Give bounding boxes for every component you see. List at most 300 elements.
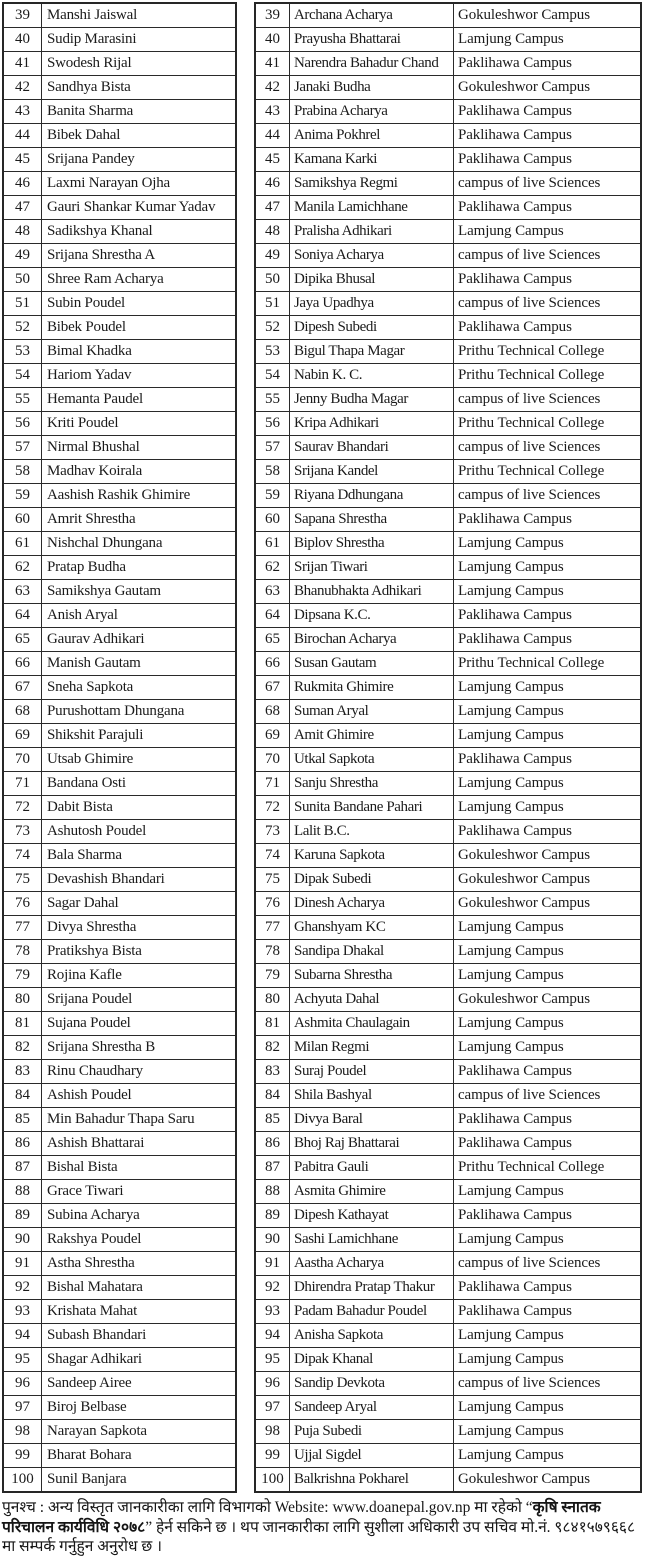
row-number: 77: [255, 916, 290, 940]
campus-name: Prithu Technical College: [454, 364, 642, 388]
row-number: 54: [255, 364, 290, 388]
table-row: [255, 532, 641, 556]
table-row: [3, 388, 236, 412]
student-name: Gaurav Adhikari: [42, 628, 237, 652]
table-row: [3, 556, 236, 580]
table-row: [255, 100, 641, 124]
student-name: Asmita Ghimire: [290, 1180, 454, 1204]
row-number: 85: [3, 1108, 42, 1132]
row-number: 68: [3, 700, 42, 724]
row-number: 41: [255, 52, 290, 76]
student-name: Suman Aryal: [290, 700, 454, 724]
student-name: Susan Gautam: [290, 652, 454, 676]
table-row: [3, 1396, 236, 1420]
footer-text-bold: कृषि स्नातक परिचालन कार्यविधि २०७८: [2, 1499, 601, 1536]
campus-name: Lamjung Campus: [454, 1444, 642, 1468]
campus-name: campus of live Sciences: [454, 1084, 642, 1108]
table-row: [255, 292, 641, 316]
table-row: [3, 412, 236, 436]
student-name: Rojina Kafle: [42, 964, 237, 988]
row-number: 68: [255, 700, 290, 724]
student-name: Bhoj Raj Bhattarai: [290, 1132, 454, 1156]
campus-name: Prithu Technical College: [454, 412, 642, 436]
row-number: 40: [255, 28, 290, 52]
row-number: 83: [255, 1060, 290, 1084]
student-name: Soniya Acharya: [290, 244, 454, 268]
campus-name: Paklihawa Campus: [454, 1060, 642, 1084]
row-number: 84: [3, 1084, 42, 1108]
table-row: [255, 76, 641, 100]
table-row: [255, 316, 641, 340]
student-name: Ujjal Sigdel: [290, 1444, 454, 1468]
campus-name: Paklihawa Campus: [454, 508, 642, 532]
student-name: Ashutosh Poudel: [42, 820, 237, 844]
row-number: 98: [3, 1420, 42, 1444]
student-name: Achyuta Dahal: [290, 988, 454, 1012]
row-number: 80: [255, 988, 290, 1012]
table-row: [255, 796, 641, 820]
row-number: 74: [3, 844, 42, 868]
table-row: [255, 628, 641, 652]
student-name: Rukmita Ghimire: [290, 676, 454, 700]
table-row: [255, 508, 641, 532]
campus-name: Gokuleshwor Campus: [454, 3, 642, 28]
campus-name: campus of live Sciences: [454, 436, 642, 460]
row-number: 49: [3, 244, 42, 268]
table-row: [3, 148, 236, 172]
row-number: 88: [3, 1180, 42, 1204]
row-number: 59: [3, 484, 42, 508]
row-number: 66: [3, 652, 42, 676]
student-name: Ashish Poudel: [42, 1084, 237, 1108]
left-student-table: [2, 2, 237, 1493]
student-name: Divya Baral: [290, 1108, 454, 1132]
table-row: [3, 1132, 236, 1156]
row-number: 53: [255, 340, 290, 364]
student-name: Sandeep Airee: [42, 1372, 237, 1396]
table-row: [3, 364, 236, 388]
table-row: [3, 124, 236, 148]
campus-name: Prithu Technical College: [454, 460, 642, 484]
campus-name: Lamjung Campus: [454, 1180, 642, 1204]
campus-name: Lamjung Campus: [454, 1036, 642, 1060]
table-row: [255, 28, 641, 52]
student-name: Manshi Jaiswal: [42, 3, 237, 28]
student-name: Prayusha Bhattarai: [290, 28, 454, 52]
row-number: 62: [3, 556, 42, 580]
table-row: [3, 1204, 236, 1228]
row-number: 79: [255, 964, 290, 988]
row-number: 89: [255, 1204, 290, 1228]
row-number: 67: [3, 676, 42, 700]
table-row: [3, 52, 236, 76]
row-number: 82: [255, 1036, 290, 1060]
student-name: Biroj Belbase: [42, 1396, 237, 1420]
table-row: [255, 1180, 641, 1204]
row-number: 58: [255, 460, 290, 484]
row-number: 45: [255, 148, 290, 172]
table-row: [255, 916, 641, 940]
row-number: 44: [255, 124, 290, 148]
row-number: 43: [255, 100, 290, 124]
row-number: 99: [255, 1444, 290, 1468]
student-name: Utkal Sapkota: [290, 748, 454, 772]
student-name: Sanju Shrestha: [290, 772, 454, 796]
student-name: Ashish Bhattarai: [42, 1132, 237, 1156]
campus-name: Lamjung Campus: [454, 1396, 642, 1420]
table-row: [3, 1252, 236, 1276]
campus-name: Paklihawa Campus: [454, 604, 642, 628]
student-name: Aastha Acharya: [290, 1252, 454, 1276]
campus-name: Paklihawa Campus: [454, 100, 642, 124]
campus-name: Gokuleshwor Campus: [454, 76, 642, 100]
row-number: 45: [3, 148, 42, 172]
student-name: Hemanta Paudel: [42, 388, 237, 412]
table-row: [255, 1132, 641, 1156]
student-name: Laxmi Narayan Ojha: [42, 172, 237, 196]
row-number: 87: [255, 1156, 290, 1180]
row-number: 97: [3, 1396, 42, 1420]
table-row: [3, 1012, 236, 1036]
table-row: [3, 988, 236, 1012]
table-row: [3, 172, 236, 196]
student-name: Birochan Acharya: [290, 628, 454, 652]
row-number: 86: [3, 1132, 42, 1156]
table-row: [3, 1324, 236, 1348]
table-row: [3, 220, 236, 244]
campus-name: Paklihawa Campus: [454, 1132, 642, 1156]
table-row: [3, 1060, 236, 1084]
campus-name: Lamjung Campus: [454, 1012, 642, 1036]
row-number: 82: [3, 1036, 42, 1060]
row-number: 80: [3, 988, 42, 1012]
row-number: 92: [3, 1276, 42, 1300]
table-row: [3, 508, 236, 532]
table-row: [3, 3, 236, 28]
table-row: [3, 844, 236, 868]
row-number: 92: [255, 1276, 290, 1300]
student-name: Dipak Subedi: [290, 868, 454, 892]
row-number: 51: [3, 292, 42, 316]
student-name: Subin Poudel: [42, 292, 237, 316]
student-name: Bhanubhakta Adhikari: [290, 580, 454, 604]
campus-name: Lamjung Campus: [454, 796, 642, 820]
table-row: [255, 844, 641, 868]
student-name: Devashish Bhandari: [42, 868, 237, 892]
student-name: Aashish Rashik Ghimire: [42, 484, 237, 508]
row-number: 41: [3, 52, 42, 76]
row-number: 52: [3, 316, 42, 340]
row-number: 40: [3, 28, 42, 52]
row-number: 61: [3, 532, 42, 556]
row-number: 56: [3, 412, 42, 436]
campus-name: Gokuleshwor Campus: [454, 988, 642, 1012]
table-row: [3, 796, 236, 820]
row-number: 43: [3, 100, 42, 124]
campus-name: Paklihawa Campus: [454, 316, 642, 340]
row-number: 73: [255, 820, 290, 844]
row-number: 96: [3, 1372, 42, 1396]
table-row: [255, 148, 641, 172]
table-row: [255, 364, 641, 388]
table-row: [255, 244, 641, 268]
table-row: [3, 604, 236, 628]
row-number: 78: [3, 940, 42, 964]
row-number: 83: [3, 1060, 42, 1084]
row-number: 73: [3, 820, 42, 844]
row-number: 98: [255, 1420, 290, 1444]
row-number: 81: [255, 1012, 290, 1036]
row-number: 60: [3, 508, 42, 532]
table-row: [255, 748, 641, 772]
table-row: [3, 340, 236, 364]
table-row: [255, 436, 641, 460]
table-row: [255, 652, 641, 676]
table-row: [255, 460, 641, 484]
student-name: Bharat Bohara: [42, 1444, 237, 1468]
campus-name: Lamjung Campus: [454, 700, 642, 724]
row-number: 76: [255, 892, 290, 916]
table-row: [255, 1084, 641, 1108]
student-name: Divya Shrestha: [42, 916, 237, 940]
row-number: 47: [255, 196, 290, 220]
row-number: 89: [3, 1204, 42, 1228]
row-number: 69: [255, 724, 290, 748]
student-name: Sandipa Dhakal: [290, 940, 454, 964]
student-name: Sashi Lamichhane: [290, 1228, 454, 1252]
campus-name: Lamjung Campus: [454, 724, 642, 748]
campus-name: Lamjung Campus: [454, 28, 642, 52]
row-number: 100: [255, 1468, 290, 1493]
student-name: Srijan Tiwari: [290, 556, 454, 580]
student-name: Bishal Bista: [42, 1156, 237, 1180]
table-row: [3, 484, 236, 508]
student-name: Sandhya Bista: [42, 76, 237, 100]
student-name: Dipak Khanal: [290, 1348, 454, 1372]
student-name: Ashmita Chaulagain: [290, 1012, 454, 1036]
table-row: [255, 412, 641, 436]
row-number: 50: [255, 268, 290, 292]
row-number: 100: [3, 1468, 42, 1493]
row-number: 81: [3, 1012, 42, 1036]
table-row: [3, 268, 236, 292]
table-row: [255, 1228, 641, 1252]
table-row: [255, 1252, 641, 1276]
student-name: Shagar Adhikari: [42, 1348, 237, 1372]
student-name: Sneha Sapkota: [42, 676, 237, 700]
student-name: Bigul Thapa Magar: [290, 340, 454, 364]
table-row: [3, 964, 236, 988]
table-row: [255, 1108, 641, 1132]
student-name: Purushottam Dhungana: [42, 700, 237, 724]
row-number: 47: [3, 196, 42, 220]
row-number: 46: [3, 172, 42, 196]
student-name: Kripa Adhikari: [290, 412, 454, 436]
row-number: 65: [3, 628, 42, 652]
row-number: 79: [3, 964, 42, 988]
campus-name: Paklihawa Campus: [454, 1204, 642, 1228]
row-number: 56: [255, 412, 290, 436]
student-name: Janaki Budha: [290, 76, 454, 100]
table-row: [3, 652, 236, 676]
table-row: [255, 172, 641, 196]
student-name: Banita Sharma: [42, 100, 237, 124]
student-name: Swodesh Rijal: [42, 52, 237, 76]
student-name: Sudip Marasini: [42, 28, 237, 52]
left-table-body: [3, 3, 236, 1492]
table-row: [3, 892, 236, 916]
row-number: 94: [3, 1324, 42, 1348]
campus-name: Lamjung Campus: [454, 772, 642, 796]
campus-name: Lamjung Campus: [454, 1324, 642, 1348]
student-name: Saurav Bhandari: [290, 436, 454, 460]
campus-name: Lamjung Campus: [454, 964, 642, 988]
student-name: Shikshit Parajuli: [42, 724, 237, 748]
right-student-table: [254, 2, 642, 1493]
table-row: [3, 1468, 236, 1493]
campus-name: Prithu Technical College: [454, 340, 642, 364]
row-number: 55: [255, 388, 290, 412]
table-row: [3, 1444, 236, 1468]
row-number: 53: [3, 340, 42, 364]
student-name: Pabitra Gauli: [290, 1156, 454, 1180]
table-row: [255, 484, 641, 508]
student-name: Shila Bashyal: [290, 1084, 454, 1108]
footer-text-part2: ” हेर्न सकिने छ । थप जानकारीका लागि सुशीला अधिकारी उप सचिव मो.नं. ९८४१५७९६६८ मा सम्पर्क गर्नुहुन अनुरोध छ ।: [2, 1518, 636, 1555]
student-name: Srijana Poudel: [42, 988, 237, 1012]
campus-name: campus of live Sciences: [454, 172, 642, 196]
table-row: [255, 556, 641, 580]
table-row: [255, 892, 641, 916]
table-row: [255, 1036, 641, 1060]
campus-name: Paklihawa Campus: [454, 628, 642, 652]
table-row: [3, 532, 236, 556]
row-number: 58: [3, 460, 42, 484]
table-row: [255, 868, 641, 892]
table-row: [255, 196, 641, 220]
student-name: Sunita Bandane Pahari: [290, 796, 454, 820]
student-name: Dipika Bhusal: [290, 268, 454, 292]
table-row: [255, 1396, 641, 1420]
row-number: 71: [255, 772, 290, 796]
student-name: Nirmal Bhushal: [42, 436, 237, 460]
table-row: [3, 748, 236, 772]
student-name: Samikshya Gautam: [42, 580, 237, 604]
student-name: Bandana Osti: [42, 772, 237, 796]
row-number: 61: [255, 532, 290, 556]
student-name: Dipesh Subedi: [290, 316, 454, 340]
campus-name: Gokuleshwor Campus: [454, 1468, 642, 1493]
campus-name: Paklihawa Campus: [454, 1276, 642, 1300]
row-number: 76: [3, 892, 42, 916]
table-row: [3, 1348, 236, 1372]
table-row: [3, 868, 236, 892]
campus-name: Paklihawa Campus: [454, 748, 642, 772]
table-row: [255, 700, 641, 724]
student-name: Manila Lamichhane: [290, 196, 454, 220]
student-name: Narayan Sapkota: [42, 1420, 237, 1444]
campus-name: campus of live Sciences: [454, 484, 642, 508]
row-number: 93: [255, 1300, 290, 1324]
campus-name: Lamjung Campus: [454, 1420, 642, 1444]
table-row: [255, 220, 641, 244]
row-number: 99: [3, 1444, 42, 1468]
table-row: [3, 628, 236, 652]
student-name: Subarna Shrestha: [290, 964, 454, 988]
student-name: Srijana Shrestha A: [42, 244, 237, 268]
student-name: Bibek Dahal: [42, 124, 237, 148]
table-row: [255, 1012, 641, 1036]
student-name: Puja Subedi: [290, 1420, 454, 1444]
table-row: [255, 1276, 641, 1300]
student-name: Sujana Poudel: [42, 1012, 237, 1036]
campus-name: campus of live Sciences: [454, 1372, 642, 1396]
row-number: 75: [255, 868, 290, 892]
student-name: Milan Regmi: [290, 1036, 454, 1060]
table-row: [255, 268, 641, 292]
student-name: Balkrishna Pokharel: [290, 1468, 454, 1493]
row-number: 85: [255, 1108, 290, 1132]
row-number: 63: [3, 580, 42, 604]
student-name: Prabina Acharya: [290, 100, 454, 124]
student-name: Padam Bahadur Poudel: [290, 1300, 454, 1324]
campus-name: Gokuleshwor Campus: [454, 868, 642, 892]
row-number: 88: [255, 1180, 290, 1204]
student-name: Subina Acharya: [42, 1204, 237, 1228]
table-row: [3, 820, 236, 844]
row-number: 87: [3, 1156, 42, 1180]
row-number: 72: [255, 796, 290, 820]
table-row: [3, 76, 236, 100]
table-row: [3, 724, 236, 748]
table-row: [255, 1156, 641, 1180]
table-row: [255, 1420, 641, 1444]
campus-name: Lamjung Campus: [454, 580, 642, 604]
row-number: 64: [255, 604, 290, 628]
student-name: Lalit B.C.: [290, 820, 454, 844]
right-table-body: [255, 3, 641, 1492]
student-name: Gauri Shankar Kumar Yadav: [42, 196, 237, 220]
table-row: [255, 1324, 641, 1348]
row-number: 54: [3, 364, 42, 388]
table-row: [255, 1444, 641, 1468]
student-name: Hariom Yadav: [42, 364, 237, 388]
student-name: Nishchal Dhungana: [42, 532, 237, 556]
student-name: Dinesh Acharya: [290, 892, 454, 916]
student-name: Rakshya Poudel: [42, 1228, 237, 1252]
row-number: 75: [3, 868, 42, 892]
campus-name: Paklihawa Campus: [454, 196, 642, 220]
table-row: [255, 52, 641, 76]
student-name: Amrit Shrestha: [42, 508, 237, 532]
student-name: Riyana Ddhungana: [290, 484, 454, 508]
row-number: 74: [255, 844, 290, 868]
table-row: [3, 28, 236, 52]
student-name: Sagar Dahal: [42, 892, 237, 916]
table-row: [3, 316, 236, 340]
row-number: 90: [3, 1228, 42, 1252]
row-number: 67: [255, 676, 290, 700]
student-name: Shree Ram Acharya: [42, 268, 237, 292]
student-name: Pralisha Adhikari: [290, 220, 454, 244]
student-name: Srijana Kandel: [290, 460, 454, 484]
table-row: [3, 1084, 236, 1108]
campus-name: Paklihawa Campus: [454, 1108, 642, 1132]
row-number: 70: [3, 748, 42, 772]
campus-name: Paklihawa Campus: [454, 268, 642, 292]
table-row: [255, 340, 641, 364]
row-number: 90: [255, 1228, 290, 1252]
